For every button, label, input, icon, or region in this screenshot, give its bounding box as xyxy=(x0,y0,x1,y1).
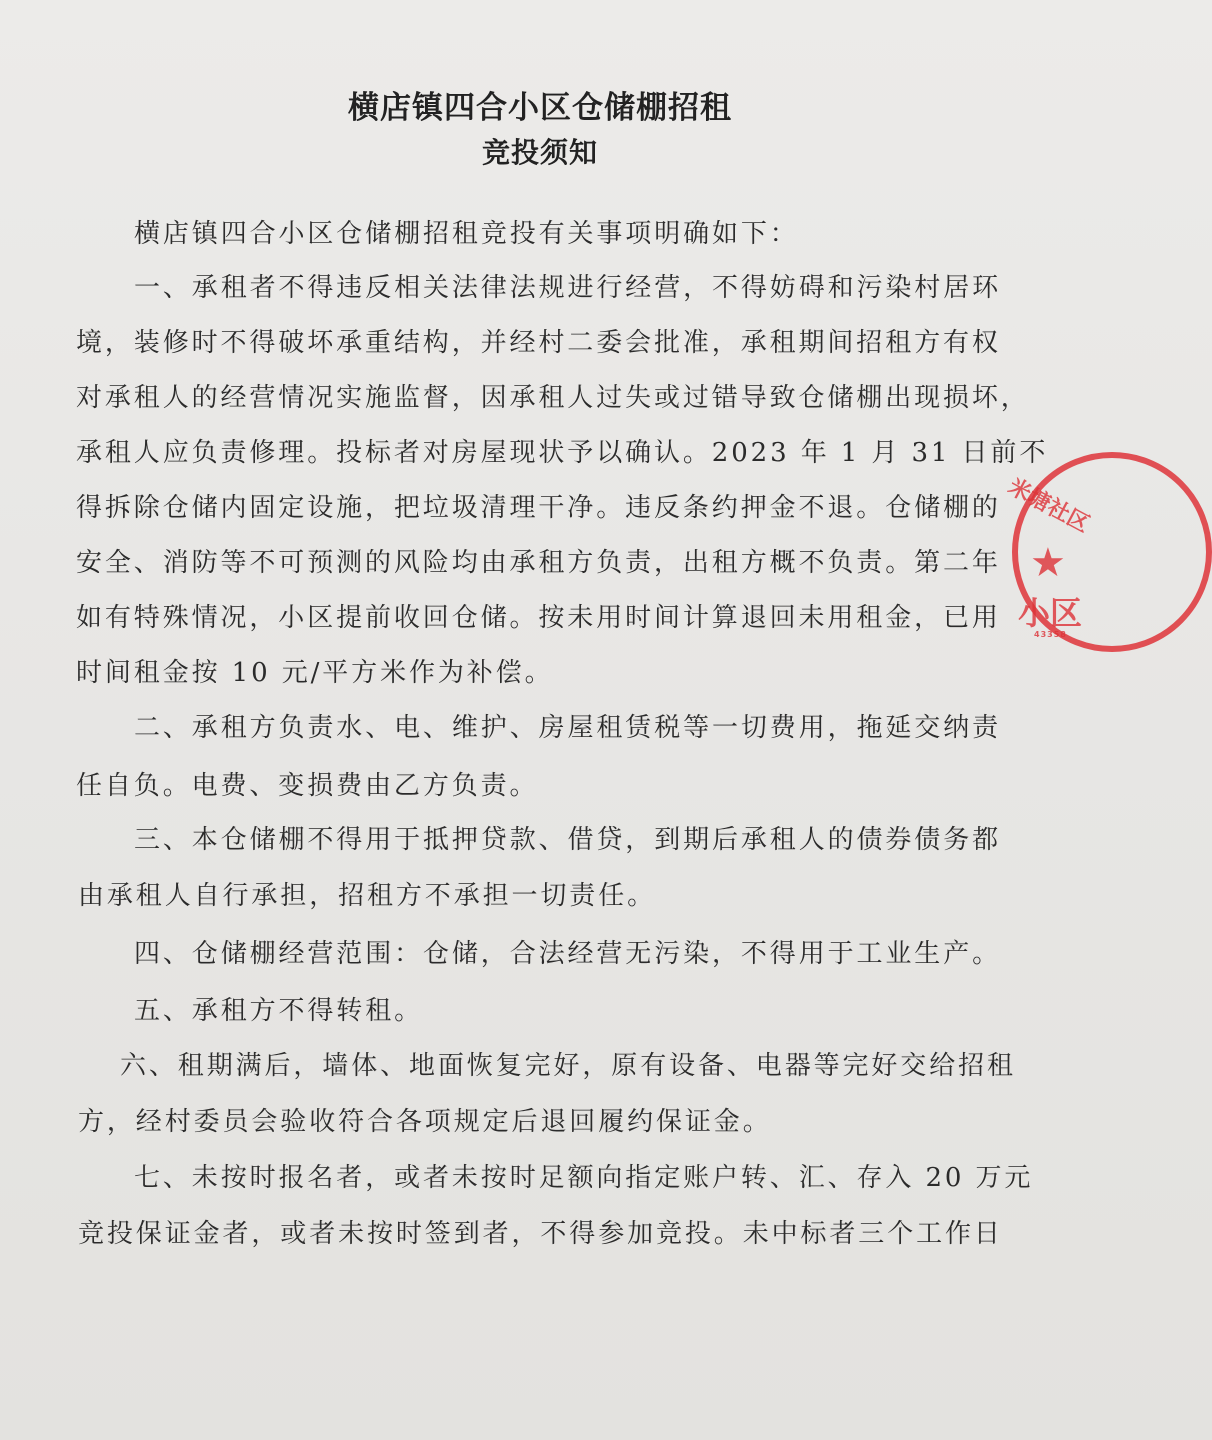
clause-3-line-1: 三、本仓储棚不得用于抵押贷款、借贷，到期后承租人的债券债务都 xyxy=(134,825,1002,855)
seal-bottom-text: 小区 xyxy=(1018,594,1083,632)
clause-6-line-1: 六、租期满后，墙体、地面恢复完好，原有设备、电器等完好交给招租 xyxy=(120,1051,1016,1081)
clause-2-line-1: 二、承租方负责水、电、维护、房屋租赁税等一切费用，拖延交纳责 xyxy=(134,713,1002,743)
document-title: 横店镇四合小区仓储棚招租 xyxy=(348,90,732,126)
seal-arc-text: 米塘社区 xyxy=(1003,474,1094,538)
clause-1-line-2: 境，装修时不得破坏承重结构，并经村二委会批准，承租期间招租方有权 xyxy=(76,328,1001,358)
clause-1-line-8: 时间租金按 10 元/平方米作为补偿。 xyxy=(76,658,554,688)
clause-5-line: 五、承租方不得转租。 xyxy=(134,996,424,1026)
clause-7-line-2: 竞投保证金者，或者未按时签到者，不得参加竞投。未中标者三个工作日 xyxy=(78,1219,1003,1249)
document-subtitle: 竞投须知 xyxy=(481,136,598,169)
seal-star-icon: ★ xyxy=(1030,540,1066,586)
clause-2-line-2: 任自负。电费、变损费由乙方负责。 xyxy=(76,771,539,801)
clause-3-line-2: 由承租人自行承担，招租方不承担一切责任。 xyxy=(78,881,657,911)
clause-6-line-2: 方，经村委员会验收符合各项规定后退回履约保证金。 xyxy=(78,1107,772,1137)
clause-4-line: 四、仓储棚经营范围：仓储，合法经营无污染，不得用于工业生产。 xyxy=(134,939,1002,969)
clause-7-line-1: 七、未按时报名者，或者未按时足额向指定账户转、汇、存入 20 万元 xyxy=(134,1163,1034,1193)
clause-1-line-1: 一、承租者不得违反相关法律法规进行经营，不得妨碍和污染村居环 xyxy=(134,273,1002,303)
clause-1-line-7: 如有特殊情况，小区提前收回仓储。按未用时间计算退回未用租金，已用 xyxy=(76,603,1001,633)
clause-1-line-4: 承租人应负责修理。投标者对房屋现状予以确认。2023 年 1 月 31 日前不 xyxy=(76,438,1049,468)
clause-1-line-5: 得拆除仓储内固定设施，把垃圾清理干净。违反条约押金不退。仓储棚的 xyxy=(76,493,1001,523)
seal-code-text: 43358 xyxy=(1034,630,1067,639)
intro-line: 横店镇四合小区仓储棚招租竞投有关事项明确如下： xyxy=(134,219,799,249)
clause-1-line-3: 对承租人的经营情况实施监督，因承租人过失或过错导致仓储棚出现损坏， xyxy=(76,383,1030,413)
clause-1-line-6: 安全、消防等不可预测的风险均由承租方负责，出租方概不负责。第二年 xyxy=(76,548,1001,578)
